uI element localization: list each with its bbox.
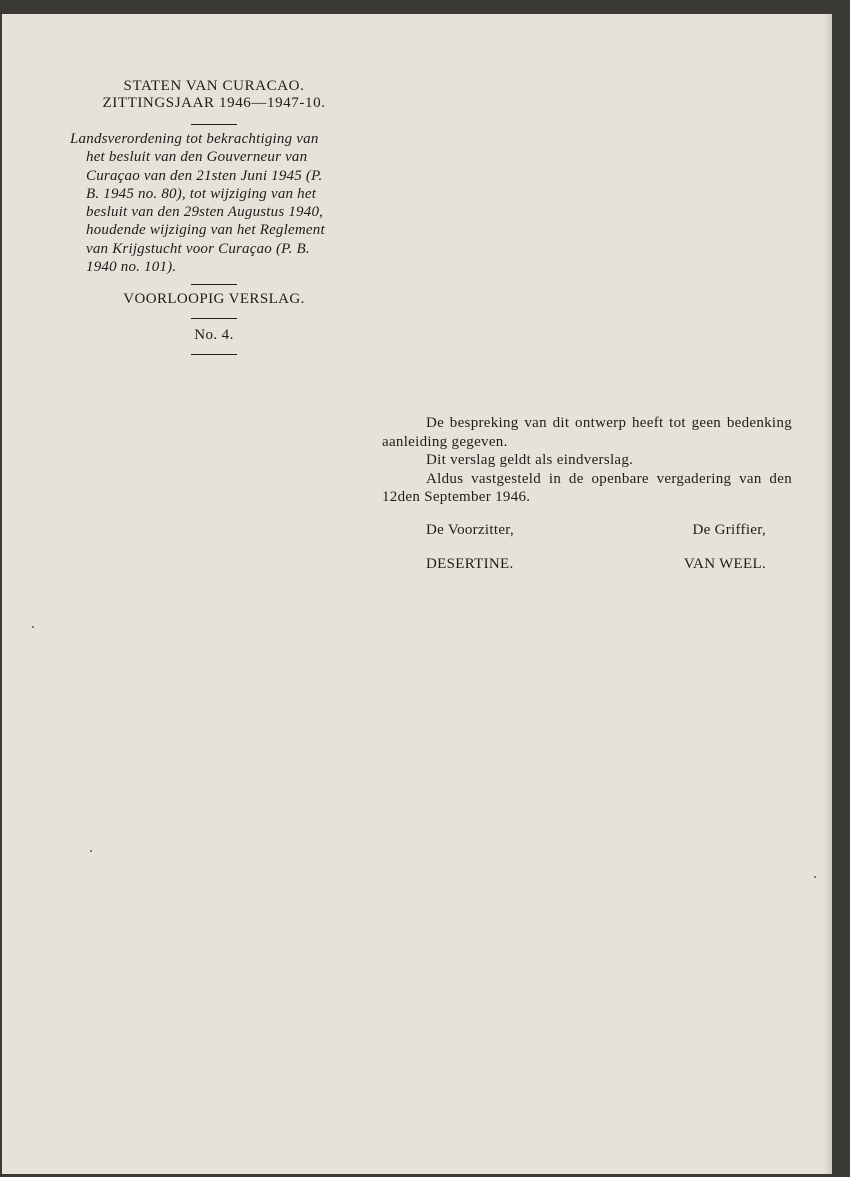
description-line: houdende wijziging van het Reglement	[86, 222, 325, 239]
description-line: van Krijgstucht voor Curaçao (P. B.	[86, 240, 310, 257]
paper-speck	[90, 850, 92, 852]
body-paragraph: De bespreking van dit ontwerp heeft tot geen bedenking aanleiding gegeven.	[382, 415, 792, 450]
report-title: VOORLOOPIG VERSLAG.	[123, 291, 305, 307]
divider	[191, 284, 237, 285]
document-header	[64, 78, 364, 125]
report-body	[382, 414, 792, 507]
header-line-2: ZITTINGSJAAR 1946—1947-10.	[102, 95, 326, 111]
description-line: B. 1945 no. 80), tot wijziging van het	[86, 185, 317, 202]
description-line: 1940 no. 101).	[86, 259, 177, 276]
header-line-1: STATEN VAN CURACAO.	[123, 78, 305, 94]
description-line: Curaçao van den 21sten Juni 1945 (P.	[86, 167, 323, 184]
divider	[191, 318, 237, 319]
description-line: besluit van den 29sten Augustus 1940,	[86, 204, 324, 221]
chair-title: De Voorzitter,	[426, 522, 515, 538]
clerk-name: VAN WEEL.	[683, 556, 766, 572]
page-edge-shadow	[824, 14, 832, 1174]
divider	[191, 354, 237, 355]
document-page	[2, 14, 832, 1174]
chair-name: DESERTINE.	[426, 556, 514, 572]
divider	[191, 124, 237, 125]
description-line: Landsverordening tot bekrachtiging van	[70, 131, 319, 147]
clerk-title: De Griffier,	[692, 522, 766, 538]
report-number: No. 4.	[194, 327, 234, 343]
body-paragraph: Dit verslag geldt als eindverslag.	[426, 452, 634, 469]
paper-speck	[814, 876, 816, 878]
paper-speck	[32, 626, 34, 628]
ordinance-description	[70, 130, 360, 276]
description-line: het besluit van den Gouverneur van	[86, 149, 308, 166]
body-paragraph: Aldus vastgesteld in de openbare vergadering van den 12den September 1946.	[382, 470, 792, 506]
